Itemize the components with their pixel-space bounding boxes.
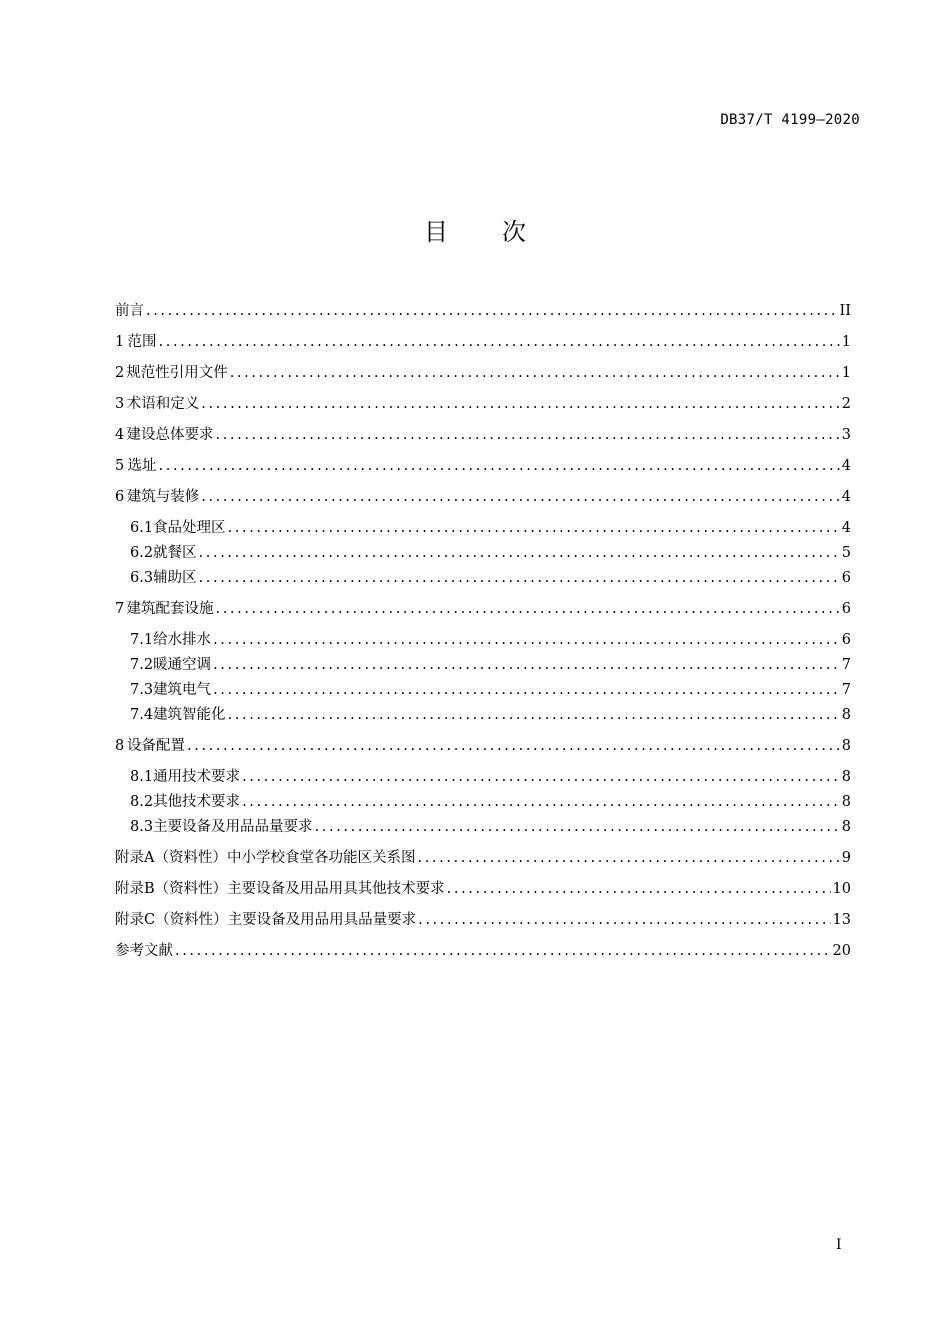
toc-entry-3[interactable] [115, 393, 851, 415]
toc-entry-text: 选址 [127, 458, 157, 474]
title-char-2: 次 [502, 218, 526, 246]
toc-entry-page: 6 [841, 601, 851, 617]
toc-entry-6[interactable] [115, 486, 851, 508]
toc-entry-number: 7 [115, 601, 125, 617]
toc-entry-number: 4 [115, 427, 125, 443]
toc-entry-8-1[interactable] [130, 766, 851, 788]
leader-dots [215, 424, 839, 446]
toc-entry-appendix-a[interactable] [115, 847, 851, 869]
toc-entry-page: 6 [841, 570, 851, 586]
leader-dots [201, 393, 840, 415]
toc-entry-text: 前言 [115, 303, 144, 319]
leader-dots [242, 791, 840, 813]
toc-entry-number: 7.2 [130, 657, 154, 673]
leader-dots [201, 486, 840, 508]
leader-dots [242, 766, 840, 788]
leader-dots [213, 629, 840, 651]
toc-entry-text: 术语和定义 [126, 396, 200, 412]
toc-entry-6-2[interactable] [130, 542, 851, 564]
toc-entry-page: 7 [841, 682, 851, 698]
standard-code: DB37/T 4199—2020 [720, 112, 860, 128]
leader-dots [230, 362, 840, 384]
leader-dots [228, 517, 840, 539]
toc-entry-8[interactable] [115, 735, 851, 757]
toc-entry-page: 4 [841, 520, 851, 536]
toc-entry-page: II [839, 303, 851, 319]
leader-dots [159, 455, 840, 477]
leader-dots [213, 679, 840, 701]
toc-entry-text: 就餐区 [153, 545, 197, 561]
toc-entry-number: 7.1 [130, 632, 154, 648]
toc-entry-text: 主要设备及用品用具其他技术要求 [227, 881, 445, 897]
leader-dots [199, 567, 840, 589]
toc-entry-page: 7 [841, 657, 851, 673]
toc-entry-foreword[interactable] [115, 300, 851, 322]
toc-entry-page: 13 [832, 912, 851, 928]
toc-entry-7-2[interactable] [130, 654, 851, 676]
toc-entry-7-4[interactable] [130, 704, 851, 726]
toc-entry-text: 给水排水 [153, 632, 212, 648]
toc-entry-page: 20 [832, 943, 851, 959]
toc-entry-8-2[interactable] [130, 791, 851, 813]
toc-entry-text: 辅助区 [153, 570, 197, 586]
appendix-label: 附录C（资料性） [115, 912, 228, 928]
toc-entry-text: 食品处理区 [153, 520, 226, 536]
leader-dots [418, 909, 830, 931]
toc-entry-text: 规范性引用文件 [126, 365, 228, 381]
toc-entry-8-3[interactable] [130, 816, 851, 838]
toc-entry-text: 通用技术要求 [153, 769, 241, 785]
toc-entry-appendix-b[interactable] [115, 878, 851, 900]
toc-entry-page: 3 [841, 427, 851, 443]
leader-dots [228, 704, 840, 726]
toc-entry-7-3[interactable] [130, 679, 851, 701]
leader-dots [175, 940, 831, 962]
toc-entry-text: 其他技术要求 [153, 794, 241, 810]
page-number: I [836, 1237, 842, 1253]
toc-entry-page: 5 [841, 545, 851, 561]
toc-entry-2[interactable] [115, 362, 851, 384]
toc-entry-7[interactable] [115, 598, 851, 620]
toc-entry-number: 6.1 [130, 520, 154, 536]
toc-entry-5[interactable] [115, 455, 851, 477]
toc-entry-number: 7.3 [130, 682, 154, 698]
title-char-1: 目 [424, 218, 448, 246]
toc-entry-text: 范围 [127, 334, 157, 350]
leader-dots [187, 735, 840, 757]
toc-entry-number: 7.4 [130, 707, 154, 723]
toc-entry-page: 9 [841, 850, 851, 866]
appendix-label: 附录B（资料性） [115, 881, 228, 897]
toc-entry-number: 8.1 [130, 769, 154, 785]
toc-entry-page: 1 [841, 365, 851, 381]
toc-entry-number: 6.3 [130, 570, 154, 586]
page-title [0, 212, 950, 247]
toc-entry-text: 主要设备及用品用具品量要求 [227, 912, 417, 928]
toc-entry-number: 3 [115, 396, 125, 412]
leader-dots [213, 654, 840, 676]
toc-entry-text: 建筑智能化 [153, 707, 226, 723]
toc-entry-page: 8 [841, 769, 851, 785]
toc-entry-4[interactable] [115, 424, 851, 446]
leader-dots [146, 300, 838, 322]
leader-dots [447, 878, 831, 900]
toc-entry-page: 1 [841, 334, 851, 350]
toc-entry-page: 8 [841, 738, 851, 754]
toc-entry-page: 10 [832, 881, 851, 897]
toc-entry-page: 8 [841, 794, 851, 810]
toc-entry-page: 8 [841, 707, 851, 723]
leader-dots [159, 331, 840, 353]
toc-entry-page: 2 [841, 396, 851, 412]
toc-entry-text: 设备配置 [127, 738, 186, 754]
leader-dots [215, 598, 839, 620]
toc-entry-number: 8.2 [130, 794, 154, 810]
toc-entry-1[interactable] [115, 331, 851, 353]
appendix-label: 附录A（资料性） [115, 850, 227, 866]
toc-entry-page: 8 [841, 819, 851, 835]
toc-entry-text: 建设总体要求 [126, 427, 214, 443]
toc-entry-number: 6 [115, 489, 125, 505]
toc-entry-text: 建筑电气 [153, 682, 212, 698]
toc-entry-number: 8.3 [130, 819, 154, 835]
leader-dots [199, 542, 840, 564]
toc-entry-text: 暖通空调 [153, 657, 212, 673]
toc-entry-number: 5 [115, 458, 125, 474]
leader-dots [315, 816, 840, 838]
toc-entry-6-1[interactable] [130, 517, 851, 539]
toc-entry-text: 主要设备及用品品量要求 [153, 819, 313, 835]
toc-entry-number: 1 [115, 334, 125, 350]
toc-entry-number: 2 [115, 365, 125, 381]
toc-entry-number: 8 [115, 738, 125, 754]
toc-entry-6-3[interactable] [130, 567, 851, 589]
toc-entry-text: 中小学校食堂各功能区关系图 [226, 850, 416, 866]
toc-entry-page: 6 [841, 632, 851, 648]
toc-entry-number: 6.2 [130, 545, 154, 561]
toc-entry-text: 建筑与装修 [126, 489, 200, 505]
toc-entry-appendix-c[interactable] [115, 909, 851, 931]
toc-entry-page: 4 [841, 458, 851, 474]
toc-entry-text: 参考文献 [115, 943, 173, 959]
toc-entry-text: 建筑配套设施 [126, 601, 214, 617]
leader-dots [417, 847, 839, 869]
toc-entry-references[interactable] [115, 940, 851, 962]
toc-entry-7-1[interactable] [130, 629, 851, 651]
toc-entry-page: 4 [841, 489, 851, 505]
